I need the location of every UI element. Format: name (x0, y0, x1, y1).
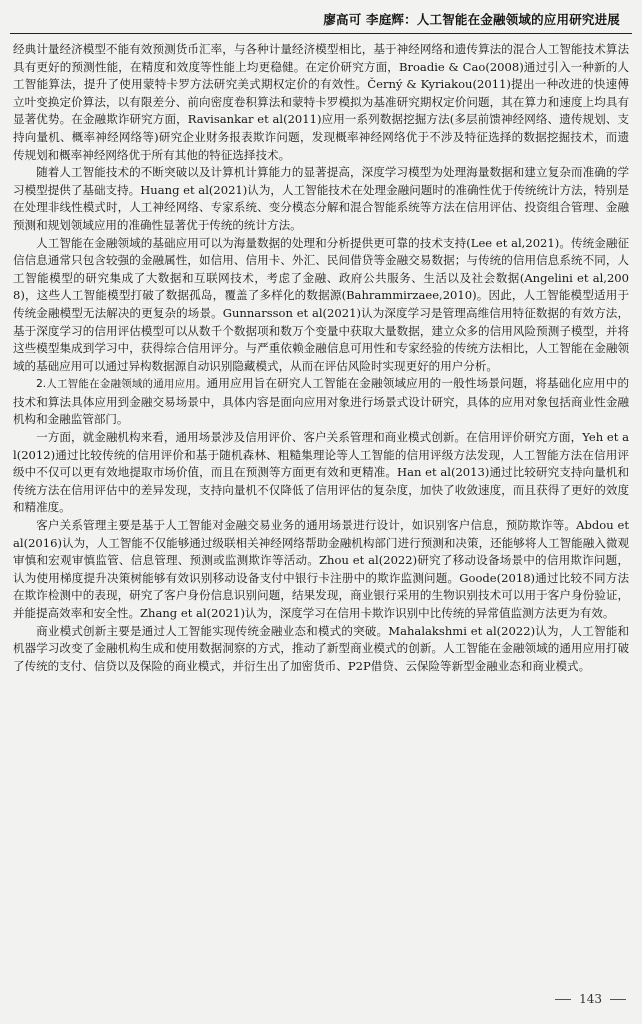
page-number: 143 (579, 992, 602, 1006)
page-dash-right (610, 999, 626, 1000)
paragraph: 商业模式创新主要是通过人工智能实现传统金融业态和模式的突破。Mahalakshmi et al(2022)认为，人工智能和机器学习改变了金融机构生成和使用数据洞察的方式，推动了新型商业模式的创新。人工智能在金融领域的通用应用打破了传统的支付、信贷以及保险的商业模式，并衍生出了加密货币、P2P借贷、云保险等新型金融业态和商业模式。 (13, 623, 629, 673)
page-dash-left (555, 999, 571, 1000)
running-header (0, 0, 642, 36)
paragraph: 客户关系管理主要是基于人工智能对金融交易业务的通用场景进行设计，如识别客户信息，预防欺诈等。Abdou et al(2016)认为，人工智能不仅能够通过级联相关神经网络帮助金融机构部门进行预测和决策，还能够将人工智能融入微观审慎和宏观审慎监管、信息管理、预测或监测欺诈等活动。Zhou et al(2022)研究了移动设备场景中的信用欺诈问题，认为使用梯度提升决策树能够有效识别移动设备支付中银行卡注册中的欺诈监测问题。Goode(2018)通过比较不同方法在欺诈检测中的表现，研究了客户身份信息识别问题，结果发现，商业银行采用的生物识别技术可以用于客户身份验证，并能提高效率和安全性。Zhang et al(2021)认为，深度学习在信用卡欺诈识别中比传统的异常值监测方法更为有效。 (13, 518, 629, 620)
header-rule (10, 33, 632, 34)
paragraph: 随着人工智能技术的不断突破以及计算机计算能力的显著提高，深度学习模型为处理海量数据和建立复杂而准确的学习模型提供了基础支持。Huang et al(2021)认为，人工智能技术在处理金融问题时的准确性优于传统统计方法，特别是在处理非线性模式时，人工神经网络、专家系统、变分模态分解和混合智能系统等方法在信用评估、投资组合管理、金融预测和规划领域应用的准确性显著优于传统的统计方法。 (13, 165, 629, 232)
paragraph: 人工智能在金融领域的基础应用可以为海量数据的处理和分析提供更可靠的技术支持(Lee et al,2021)。传统金融征信信息通常只包含较强的金融属性，如信用、信用卡、外汇、民间借贷等金融交易数据；与传统的信用信息系统不同，人工智能模型的研究集成了大数据和互联网技术，考虑了金融、政府公共服务、生活以及社会数据(Angelini et al,2008)，这些人工智能模型打破了数据孤岛，覆盖了多样化的数据源(Bahrammirzaee,2010)。因此，人工智能模型适用于传统金融模型无法解决的更复杂的场景。Gunnarsson et al(2021)认为深度学习是管理高维信用特征数据的有效方法，基于深度学习的信用评估模型可以从数千个数据项和数万个变量中获取大量数据，建立众多的信用风险预测子模型，并将这些模型集成到学习中，获得综合信用评分。与严重依赖金融信息可用性和专家经验的传统方法相比，人工智能在金融领域的基础应用可以通过异构数据源自动识别隐藏模式，从而在评估风险时实现更好的用户分析。 (13, 235, 629, 373)
section-label: 2.人工智能在金融领域的通用应用。 (36, 378, 207, 391)
paragraph: 一方面，就金融机构来看，通用场景涉及信用评价、客户关系管理和商业模式创新。在信用评价研究方面，Yeh et al(2012)通过比较传统的信用评价和基于随机森林、粗糙集理论等人工智能的信用评级方法发现，人工智能方法在信用评级中不仅可以更有效地提取市场价值，而且在预测等方面更有效和更精准。Han et al(2013)通过比较研究支持向量机和传统方法在信用评估中的差异发现，支持向量机不仅降低了信用评估的复杂度，加快了收敛速度，而且获得了更好的效度和精准度。 (13, 430, 629, 515)
paragraph-continued: 经典计量经济模型不能有效预测货币汇率，与各种计量经济模型相比，基于神经网络和遗传算法的混合人工智能技术算法具有更好的预测性能，在精度和效度等性能上均更稳健。在定价研究方面，Broadie & Cao(2008)通过引入一种新的人工智能算法，提升了使用蒙特卡罗方法研究美式期权定价的有效性。Černý & Kyriakou(2011)提出一种改进的快速傅立叶变换定价算法，以有限差分、前向密度卷积算法和蒙特卡罗模拟为基准研究期权定价问题，其在算力和速度上均具有显著优势。在金融欺诈研究方面，Ravisankar et al(2011)应用一系列数据挖掘方法(多层前馈神经网络、遗传规划、支持向量机、概率神经网络等)研究企业财务报表欺诈问题，发现概率神经网络优于不涉及特征选择的数据挖掘技术，而遗传规划和概率神经网络优于所有其他的特征选择技术。 (13, 42, 629, 162)
page-footer (555, 992, 626, 1006)
paragraph-section-2 (13, 375, 629, 429)
section-text: 通用应用旨在研究人工智能在金融领域应用的一般性场景问题，将基础化应用中的技术和算法具体应用到金融交易场景中，具体内容是面向应用对象进行场景式设计研究，具体的应用对象包括商业性金融机构和金融监管部门。 (13, 376, 629, 427)
article-body (13, 41, 629, 675)
running-header-title: 廖高可 李庭辉：人工智能在金融领域的应用研究进展 (323, 12, 620, 27)
